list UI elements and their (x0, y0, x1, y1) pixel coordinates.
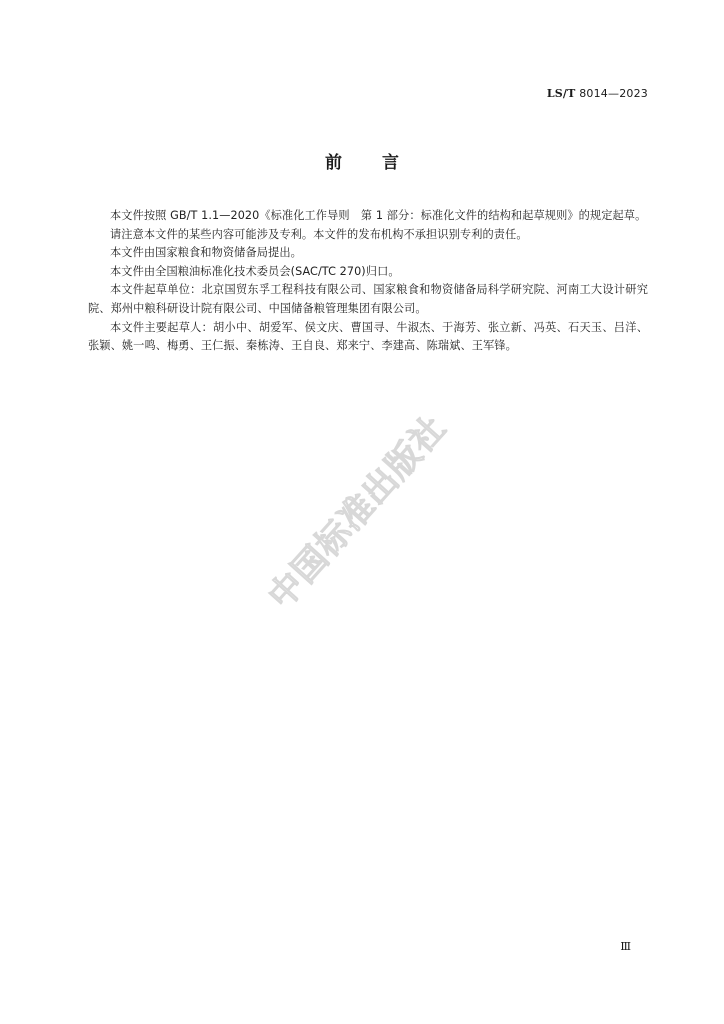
page-title: 前言 (325, 153, 439, 173)
paragraph-committee: 本文件由全国粮油标准化技术委员会(SAC/TC 270)归口。 (110, 264, 400, 278)
paragraph-drafting-rules: 本文件按照 GB/T 1.1—2020《标准化工作导则 第 1 部分：标准化文件的结构和起草规则》的规定起草。 (110, 209, 647, 222)
standard-number: 8014—2023 (579, 87, 648, 100)
paragraph-proposer: 本文件由国家粮食和物资储备局提出。 (110, 246, 302, 260)
foreword-body (88, 207, 648, 356)
paragraph-drafters: 本文件主要起草人：胡小中、胡爱军、侯文庆、曹国寻、牛淑杰、于海芳、张立新、冯英、石天玉、吕洋、张颖、姚一鸣、梅勇、王仁振、秦栋涛、王自良、郑来宁、李建高、陈瑞斌、王军锋。 (88, 320, 648, 353)
page-number: Ⅲ (620, 940, 630, 953)
standard-prefix: LS/T (546, 87, 576, 100)
publisher-watermark: 中国标准出版社 (260, 407, 455, 617)
paragraph-patent-notice: 请注意本文件的某些内容可能涉及专利。本文件的发布机构不承担识别专利的责任。 (110, 227, 528, 241)
standard-code (547, 87, 648, 100)
paragraph-drafting-units: 本文件起草单位：北京国贸东孚工程科技有限公司、国家粮食和物资储备局科学研究院、河南工大设计研究院、郑州中粮科研设计院有限公司、中国储备粮管理集团有限公司。 (88, 283, 648, 315)
